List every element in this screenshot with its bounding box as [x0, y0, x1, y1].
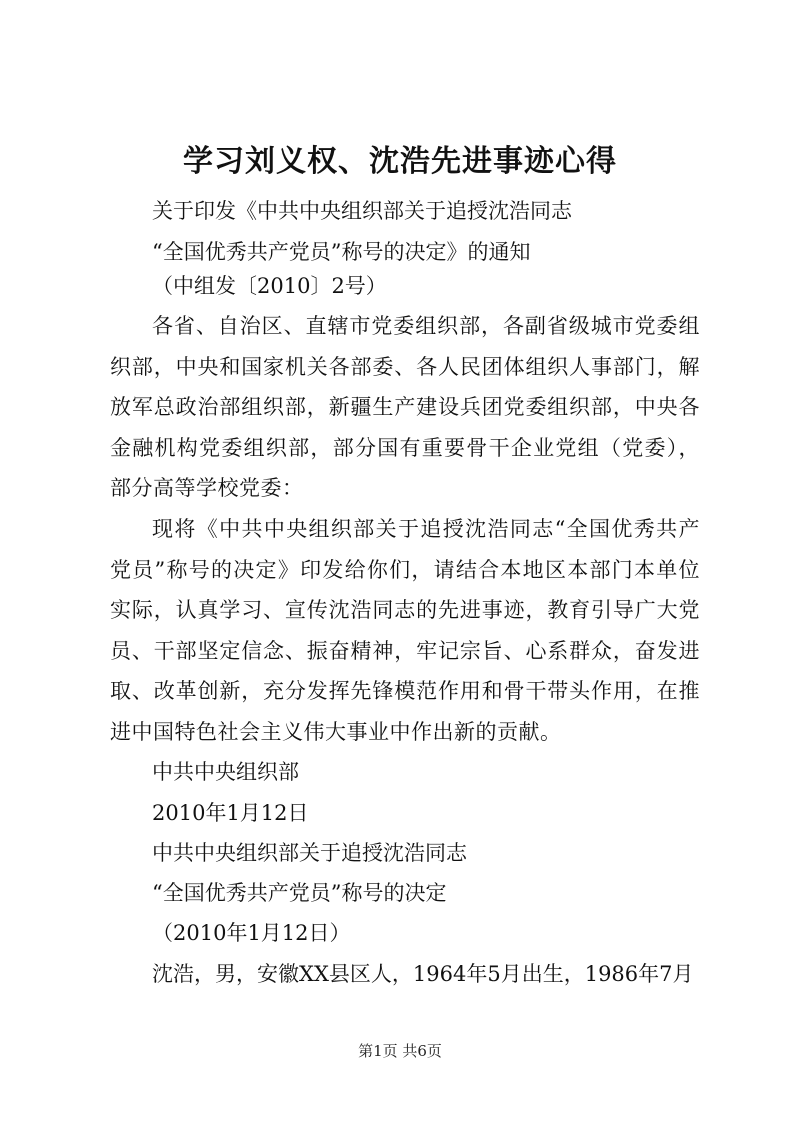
issue-date: 2010年1月12日 — [152, 801, 309, 825]
decision-date: （2010年1月12日） — [152, 921, 351, 945]
body-paragraph: 现将《中共中央组织部关于追授沈浩同志“全国优秀共产党员”称号的决定》印发给你们，请结合本地区本部门本单位实际，认真学习、宣传沈浩同志的先进事迹，教育引导广大党员、干部坚定信念、振奋精神，牢记宗旨、心系群众，奋发进取、改革创新，充分发挥先锋模范作用和骨干带头作用，在推进中国特色社会主义伟大事业中作出新的贡献。 — [110, 517, 700, 744]
signature: 中共中央组织部 — [152, 760, 299, 784]
decision-title-line2: “全国优秀共产党员”称号的决定 — [152, 881, 447, 905]
document-title: 学习刘义权、沈浩先进事迹心得 — [183, 144, 617, 179]
addressees-paragraph: 各省、自治区、直辖市党委组织部，各副省级城市党委组织部，中央和国家机关各部委、各人民团体组织人事部门，解放军总政治部组织部，新疆生产建设兵团党委组织部，中央各金融机构党委组织部，部分国有重要骨干企业党组（党委），部分高等学校党委： — [110, 314, 700, 501]
notice-title-line1: 关于印发《中共中央组织部关于追授沈浩同志 — [152, 199, 572, 223]
body-last-line: 沈浩，男，安徽XX县区人，1964年5月出生，1986年7月 — [152, 962, 694, 986]
page-footer: 第1页 共6页 — [358, 1042, 442, 1060]
decision-title-line1: 中共中央组织部关于追授沈浩同志 — [152, 841, 467, 865]
notice-title-line2: “全国优秀共产党员”称号的决定》的通知 — [152, 240, 531, 264]
notice-number: （中组发〔2010〕2号） — [152, 274, 387, 298]
